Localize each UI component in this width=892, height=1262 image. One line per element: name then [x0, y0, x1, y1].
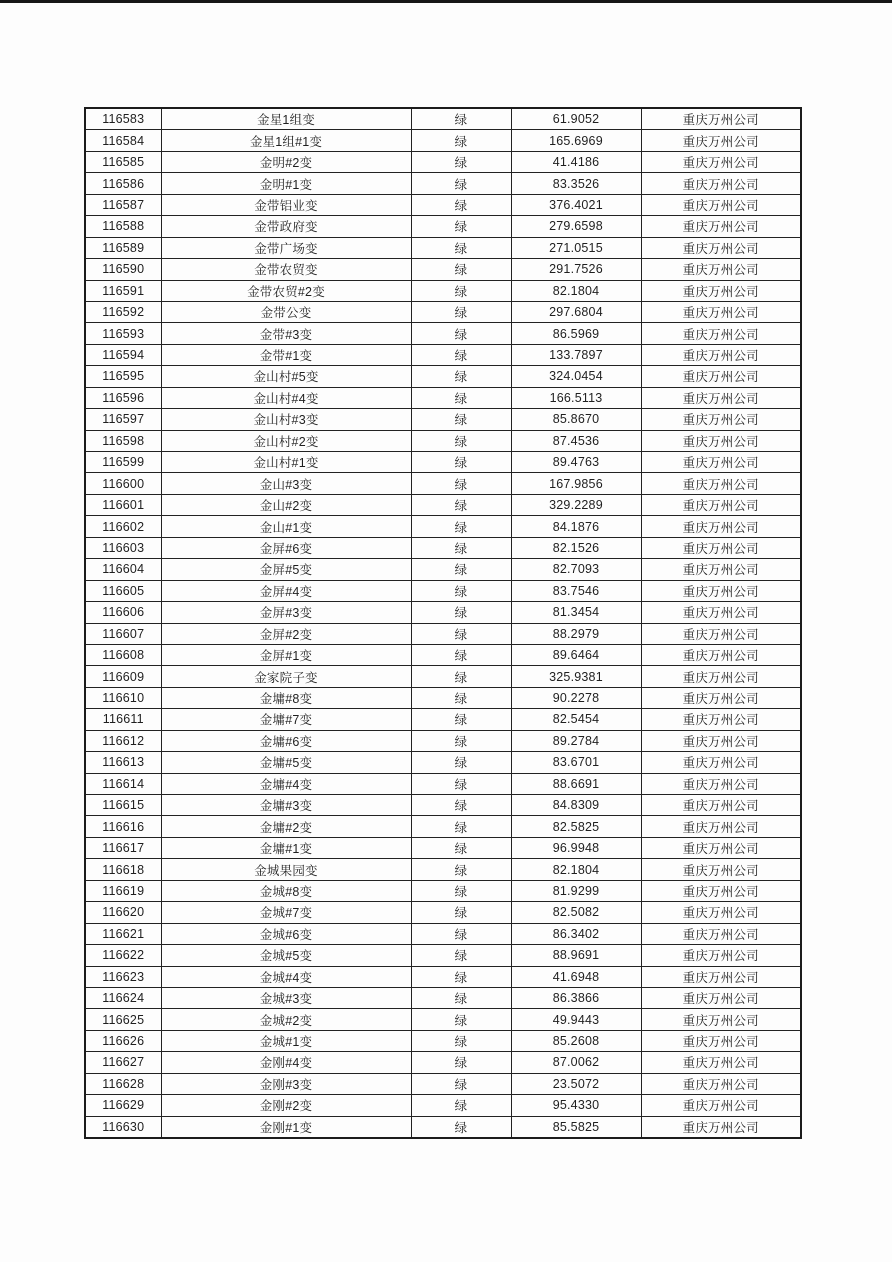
cell-value: 41.6948: [511, 966, 641, 987]
cell-value: 88.9691: [511, 945, 641, 966]
cell-name: 金刚#1变: [161, 1116, 411, 1138]
cell-name: 金带铝业变: [161, 194, 411, 215]
cell-value: 271.0515: [511, 237, 641, 258]
cell-id: 116609: [85, 666, 161, 687]
cell-id: 116600: [85, 473, 161, 494]
cell-status: 绿: [411, 966, 511, 987]
cell-value: 87.0062: [511, 1052, 641, 1073]
cell-status: 绿: [411, 709, 511, 730]
cell-name: 金带农贸#2变: [161, 280, 411, 301]
cell-status: 绿: [411, 259, 511, 280]
table-row: [85, 537, 801, 558]
cell-company: 重庆万州公司: [641, 945, 801, 966]
table-row: [85, 709, 801, 730]
cell-value: 90.2278: [511, 687, 641, 708]
cell-value: 297.6804: [511, 301, 641, 322]
cell-status: 绿: [411, 773, 511, 794]
table-row: [85, 387, 801, 408]
table-row: [85, 280, 801, 301]
cell-id: 116592: [85, 301, 161, 322]
cell-id: 116624: [85, 987, 161, 1008]
table-row: [85, 816, 801, 837]
cell-name: 金城#4变: [161, 966, 411, 987]
cell-name: 金屏#6变: [161, 537, 411, 558]
cell-company: 重庆万州公司: [641, 1095, 801, 1116]
cell-value: 88.6691: [511, 773, 641, 794]
cell-status: 绿: [411, 387, 511, 408]
cell-name: 金屏#3变: [161, 602, 411, 623]
cell-company: 重庆万州公司: [641, 795, 801, 816]
cell-status: 绿: [411, 430, 511, 451]
cell-status: 绿: [411, 837, 511, 858]
cell-status: 绿: [411, 1009, 511, 1030]
cell-id: 116622: [85, 945, 161, 966]
cell-id: 116612: [85, 730, 161, 751]
cell-name: 金山村#4变: [161, 387, 411, 408]
cell-value: 279.6598: [511, 216, 641, 237]
cell-company: 重庆万州公司: [641, 537, 801, 558]
cell-value: 85.5825: [511, 1116, 641, 1138]
cell-status: 绿: [411, 623, 511, 644]
table-row: [85, 602, 801, 623]
cell-id: 116618: [85, 859, 161, 880]
cell-company: 重庆万州公司: [641, 366, 801, 387]
table-row: [85, 580, 801, 601]
cell-company: 重庆万州公司: [641, 409, 801, 430]
cell-value: 82.1526: [511, 537, 641, 558]
cell-id: 116598: [85, 430, 161, 451]
cell-value: 89.4763: [511, 452, 641, 473]
cell-value: 167.9856: [511, 473, 641, 494]
cell-value: 49.9443: [511, 1009, 641, 1030]
cell-status: 绿: [411, 816, 511, 837]
cell-status: 绿: [411, 494, 511, 515]
cell-name: 金屏#1变: [161, 644, 411, 665]
cell-status: 绿: [411, 537, 511, 558]
cell-company: 重庆万州公司: [641, 259, 801, 280]
cell-id: 116614: [85, 773, 161, 794]
cell-id: 116617: [85, 837, 161, 858]
cell-status: 绿: [411, 216, 511, 237]
cell-company: 重庆万州公司: [641, 194, 801, 215]
cell-id: 116585: [85, 151, 161, 172]
cell-name: 金明#2变: [161, 151, 411, 172]
cell-status: 绿: [411, 237, 511, 258]
cell-value: 324.0454: [511, 366, 641, 387]
table-row: [85, 773, 801, 794]
cell-value: 83.6701: [511, 752, 641, 773]
cell-company: 重庆万州公司: [641, 237, 801, 258]
cell-name: 金墉#8变: [161, 687, 411, 708]
cell-value: 84.8309: [511, 795, 641, 816]
cell-company: 重庆万州公司: [641, 452, 801, 473]
cell-company: 重庆万州公司: [641, 1052, 801, 1073]
cell-name: 金带#1变: [161, 344, 411, 365]
cell-value: 88.2979: [511, 623, 641, 644]
cell-name: 金墉#4变: [161, 773, 411, 794]
cell-name: 金城#1变: [161, 1030, 411, 1051]
cell-status: 绿: [411, 130, 511, 151]
cell-name: 金屏#2变: [161, 623, 411, 644]
cell-value: 329.2289: [511, 494, 641, 515]
table-row: [85, 216, 801, 237]
cell-company: 重庆万州公司: [641, 752, 801, 773]
cell-id: 116628: [85, 1073, 161, 1094]
cell-company: 重庆万州公司: [641, 216, 801, 237]
cell-company: 重庆万州公司: [641, 1030, 801, 1051]
cell-name: 金带农贸变: [161, 259, 411, 280]
cell-value: 81.3454: [511, 602, 641, 623]
cell-company: 重庆万州公司: [641, 130, 801, 151]
cell-status: 绿: [411, 108, 511, 130]
cell-value: 86.3866: [511, 987, 641, 1008]
cell-name: 金城#8变: [161, 880, 411, 901]
cell-name: 金山#1变: [161, 516, 411, 537]
cell-value: 291.7526: [511, 259, 641, 280]
cell-company: 重庆万州公司: [641, 516, 801, 537]
cell-id: 116584: [85, 130, 161, 151]
cell-company: 重庆万州公司: [641, 602, 801, 623]
cell-status: 绿: [411, 987, 511, 1008]
cell-id: 116607: [85, 623, 161, 644]
cell-name: 金屏#4变: [161, 580, 411, 601]
table-row: [85, 237, 801, 258]
cell-status: 绿: [411, 923, 511, 944]
cell-id: 116596: [85, 387, 161, 408]
cell-status: 绿: [411, 301, 511, 322]
cell-name: 金城#7变: [161, 902, 411, 923]
cell-name: 金明#1变: [161, 173, 411, 194]
table-row: [85, 344, 801, 365]
cell-name: 金城#6变: [161, 923, 411, 944]
cell-name: 金墉#5变: [161, 752, 411, 773]
cell-id: 116602: [85, 516, 161, 537]
cell-id: 116588: [85, 216, 161, 237]
cell-id: 116595: [85, 366, 161, 387]
cell-status: 绿: [411, 452, 511, 473]
cell-status: 绿: [411, 280, 511, 301]
cell-company: 重庆万州公司: [641, 623, 801, 644]
table-row: [85, 966, 801, 987]
table-row: [85, 795, 801, 816]
cell-value: 85.2608: [511, 1030, 641, 1051]
cell-name: 金星1组变: [161, 108, 411, 130]
cell-value: 82.7093: [511, 559, 641, 580]
cell-value: 86.5969: [511, 323, 641, 344]
cell-id: 116605: [85, 580, 161, 601]
table-row: [85, 859, 801, 880]
cell-status: 绿: [411, 559, 511, 580]
cell-id: 116610: [85, 687, 161, 708]
cell-status: 绿: [411, 945, 511, 966]
cell-name: 金城#5变: [161, 945, 411, 966]
cell-company: 重庆万州公司: [641, 773, 801, 794]
cell-status: 绿: [411, 344, 511, 365]
cell-name: 金墉#2变: [161, 816, 411, 837]
cell-status: 绿: [411, 666, 511, 687]
cell-status: 绿: [411, 687, 511, 708]
cell-company: 重庆万州公司: [641, 108, 801, 130]
table-row: [85, 666, 801, 687]
table-row: [85, 902, 801, 923]
cell-value: 325.9381: [511, 666, 641, 687]
cell-status: 绿: [411, 580, 511, 601]
cell-value: 82.1804: [511, 859, 641, 880]
cell-name: 金刚#3变: [161, 1073, 411, 1094]
cell-company: 重庆万州公司: [641, 387, 801, 408]
cell-name: 金刚#2变: [161, 1095, 411, 1116]
table-row: [85, 730, 801, 751]
cell-value: 61.9052: [511, 108, 641, 130]
cell-id: 116621: [85, 923, 161, 944]
cell-id: 116626: [85, 1030, 161, 1051]
cell-id: 116594: [85, 344, 161, 365]
cell-company: 重庆万州公司: [641, 173, 801, 194]
cell-value: 165.6969: [511, 130, 641, 151]
cell-value: 89.6464: [511, 644, 641, 665]
table-row: [85, 880, 801, 901]
cell-name: 金带政府变: [161, 216, 411, 237]
table-row: [85, 323, 801, 344]
cell-status: 绿: [411, 1116, 511, 1138]
table-row: [85, 516, 801, 537]
cell-id: 116629: [85, 1095, 161, 1116]
cell-name: 金山村#5变: [161, 366, 411, 387]
cell-value: 82.5454: [511, 709, 641, 730]
table-row: [85, 752, 801, 773]
cell-id: 116603: [85, 537, 161, 558]
table-row: [85, 1095, 801, 1116]
cell-value: 82.5082: [511, 902, 641, 923]
cell-company: 重庆万州公司: [641, 837, 801, 858]
cell-company: 重庆万州公司: [641, 709, 801, 730]
cell-company: 重庆万州公司: [641, 580, 801, 601]
cell-value: 86.3402: [511, 923, 641, 944]
cell-id: 116593: [85, 323, 161, 344]
cell-name: 金山村#3变: [161, 409, 411, 430]
table-row: [85, 1030, 801, 1051]
cell-id: 116589: [85, 237, 161, 258]
table-row: [85, 987, 801, 1008]
cell-status: 绿: [411, 194, 511, 215]
cell-id: 116601: [85, 494, 161, 515]
cell-name: 金山#3变: [161, 473, 411, 494]
cell-id: 116591: [85, 280, 161, 301]
table-row: [85, 194, 801, 215]
table-row: [85, 494, 801, 515]
cell-id: 116611: [85, 709, 161, 730]
cell-company: 重庆万州公司: [641, 301, 801, 322]
table-row: [85, 108, 801, 130]
cell-name: 金墉#6变: [161, 730, 411, 751]
cell-id: 116616: [85, 816, 161, 837]
cell-value: 41.4186: [511, 151, 641, 172]
cell-id: 116630: [85, 1116, 161, 1138]
cell-company: 重庆万州公司: [641, 559, 801, 580]
cell-id: 116619: [85, 880, 161, 901]
table-row: [85, 430, 801, 451]
cell-id: 116613: [85, 752, 161, 773]
cell-value: 84.1876: [511, 516, 641, 537]
cell-company: 重庆万州公司: [641, 430, 801, 451]
cell-status: 绿: [411, 151, 511, 172]
cell-value: 82.5825: [511, 816, 641, 837]
table-row: [85, 301, 801, 322]
cell-company: 重庆万州公司: [641, 494, 801, 515]
cell-id: 116627: [85, 1052, 161, 1073]
cell-company: 重庆万州公司: [641, 644, 801, 665]
cell-id: 116608: [85, 644, 161, 665]
cell-status: 绿: [411, 859, 511, 880]
cell-id: 116623: [85, 966, 161, 987]
table-body: [85, 108, 801, 1138]
table-row: [85, 644, 801, 665]
cell-name: 金山村#2变: [161, 430, 411, 451]
table-row: [85, 409, 801, 430]
cell-status: 绿: [411, 880, 511, 901]
cell-company: 重庆万州公司: [641, 966, 801, 987]
table-row: [85, 687, 801, 708]
cell-id: 116597: [85, 409, 161, 430]
cell-id: 116615: [85, 795, 161, 816]
cell-company: 重庆万州公司: [641, 1073, 801, 1094]
cell-name: 金带广场变: [161, 237, 411, 258]
cell-name: 金墉#3变: [161, 795, 411, 816]
cell-status: 绿: [411, 173, 511, 194]
cell-id: 116586: [85, 173, 161, 194]
cell-name: 金带#3变: [161, 323, 411, 344]
cell-value: 85.8670: [511, 409, 641, 430]
cell-id: 116587: [85, 194, 161, 215]
cell-value: 133.7897: [511, 344, 641, 365]
table-row: [85, 623, 801, 644]
cell-name: 金墉#7变: [161, 709, 411, 730]
cell-company: 重庆万州公司: [641, 151, 801, 172]
table-row: [85, 452, 801, 473]
cell-name: 金家院子变: [161, 666, 411, 687]
cell-id: 116604: [85, 559, 161, 580]
cell-company: 重庆万州公司: [641, 687, 801, 708]
page-top-edge-bar: [0, 0, 892, 3]
cell-company: 重庆万州公司: [641, 730, 801, 751]
cell-value: 82.1804: [511, 280, 641, 301]
cell-status: 绿: [411, 409, 511, 430]
cell-company: 重庆万州公司: [641, 280, 801, 301]
cell-id: 116583: [85, 108, 161, 130]
cell-status: 绿: [411, 366, 511, 387]
cell-name: 金刚#4变: [161, 1052, 411, 1073]
cell-value: 166.5113: [511, 387, 641, 408]
table-row: [85, 259, 801, 280]
cell-company: 重庆万州公司: [641, 902, 801, 923]
cell-name: 金墉#1变: [161, 837, 411, 858]
cell-name: 金山#2变: [161, 494, 411, 515]
cell-company: 重庆万州公司: [641, 923, 801, 944]
cell-name: 金城#3变: [161, 987, 411, 1008]
cell-status: 绿: [411, 752, 511, 773]
cell-status: 绿: [411, 1073, 511, 1094]
cell-company: 重庆万州公司: [641, 1009, 801, 1030]
cell-value: 89.2784: [511, 730, 641, 751]
cell-name: 金带公变: [161, 301, 411, 322]
cell-value: 96.9948: [511, 837, 641, 858]
table-row: [85, 366, 801, 387]
cell-value: 83.7546: [511, 580, 641, 601]
cell-status: 绿: [411, 323, 511, 344]
cell-status: 绿: [411, 516, 511, 537]
table-row: [85, 130, 801, 151]
table-row: [85, 473, 801, 494]
cell-id: 116590: [85, 259, 161, 280]
cell-value: 376.4021: [511, 194, 641, 215]
cell-value: 23.5072: [511, 1073, 641, 1094]
table-row: [85, 1116, 801, 1138]
cell-status: 绿: [411, 473, 511, 494]
cell-company: 重庆万州公司: [641, 880, 801, 901]
cell-company: 重庆万州公司: [641, 666, 801, 687]
cell-name: 金山村#1变: [161, 452, 411, 473]
table-row: [85, 559, 801, 580]
cell-company: 重庆万州公司: [641, 1116, 801, 1138]
cell-status: 绿: [411, 1030, 511, 1051]
cell-status: 绿: [411, 644, 511, 665]
cell-company: 重庆万州公司: [641, 816, 801, 837]
cell-name: 金城#2变: [161, 1009, 411, 1030]
table-row: [85, 173, 801, 194]
cell-value: 83.3526: [511, 173, 641, 194]
table-row: [85, 923, 801, 944]
data-table: [84, 107, 802, 1139]
cell-value: 95.4330: [511, 1095, 641, 1116]
cell-status: 绿: [411, 730, 511, 751]
table-row: [85, 945, 801, 966]
cell-company: 重庆万州公司: [641, 344, 801, 365]
table-row: [85, 1052, 801, 1073]
cell-name: 金城果园变: [161, 859, 411, 880]
table-row: [85, 1009, 801, 1030]
cell-status: 绿: [411, 795, 511, 816]
cell-status: 绿: [411, 1052, 511, 1073]
cell-company: 重庆万州公司: [641, 323, 801, 344]
cell-id: 116606: [85, 602, 161, 623]
cell-value: 81.9299: [511, 880, 641, 901]
cell-status: 绿: [411, 602, 511, 623]
cell-id: 116625: [85, 1009, 161, 1030]
cell-company: 重庆万州公司: [641, 987, 801, 1008]
cell-name: 金星1组#1变: [161, 130, 411, 151]
cell-name: 金屏#5变: [161, 559, 411, 580]
cell-id: 116599: [85, 452, 161, 473]
cell-company: 重庆万州公司: [641, 473, 801, 494]
cell-value: 87.4536: [511, 430, 641, 451]
cell-company: 重庆万州公司: [641, 859, 801, 880]
cell-status: 绿: [411, 1095, 511, 1116]
cell-id: 116620: [85, 902, 161, 923]
table-row: [85, 1073, 801, 1094]
table-row: [85, 837, 801, 858]
table-row: [85, 151, 801, 172]
cell-status: 绿: [411, 902, 511, 923]
